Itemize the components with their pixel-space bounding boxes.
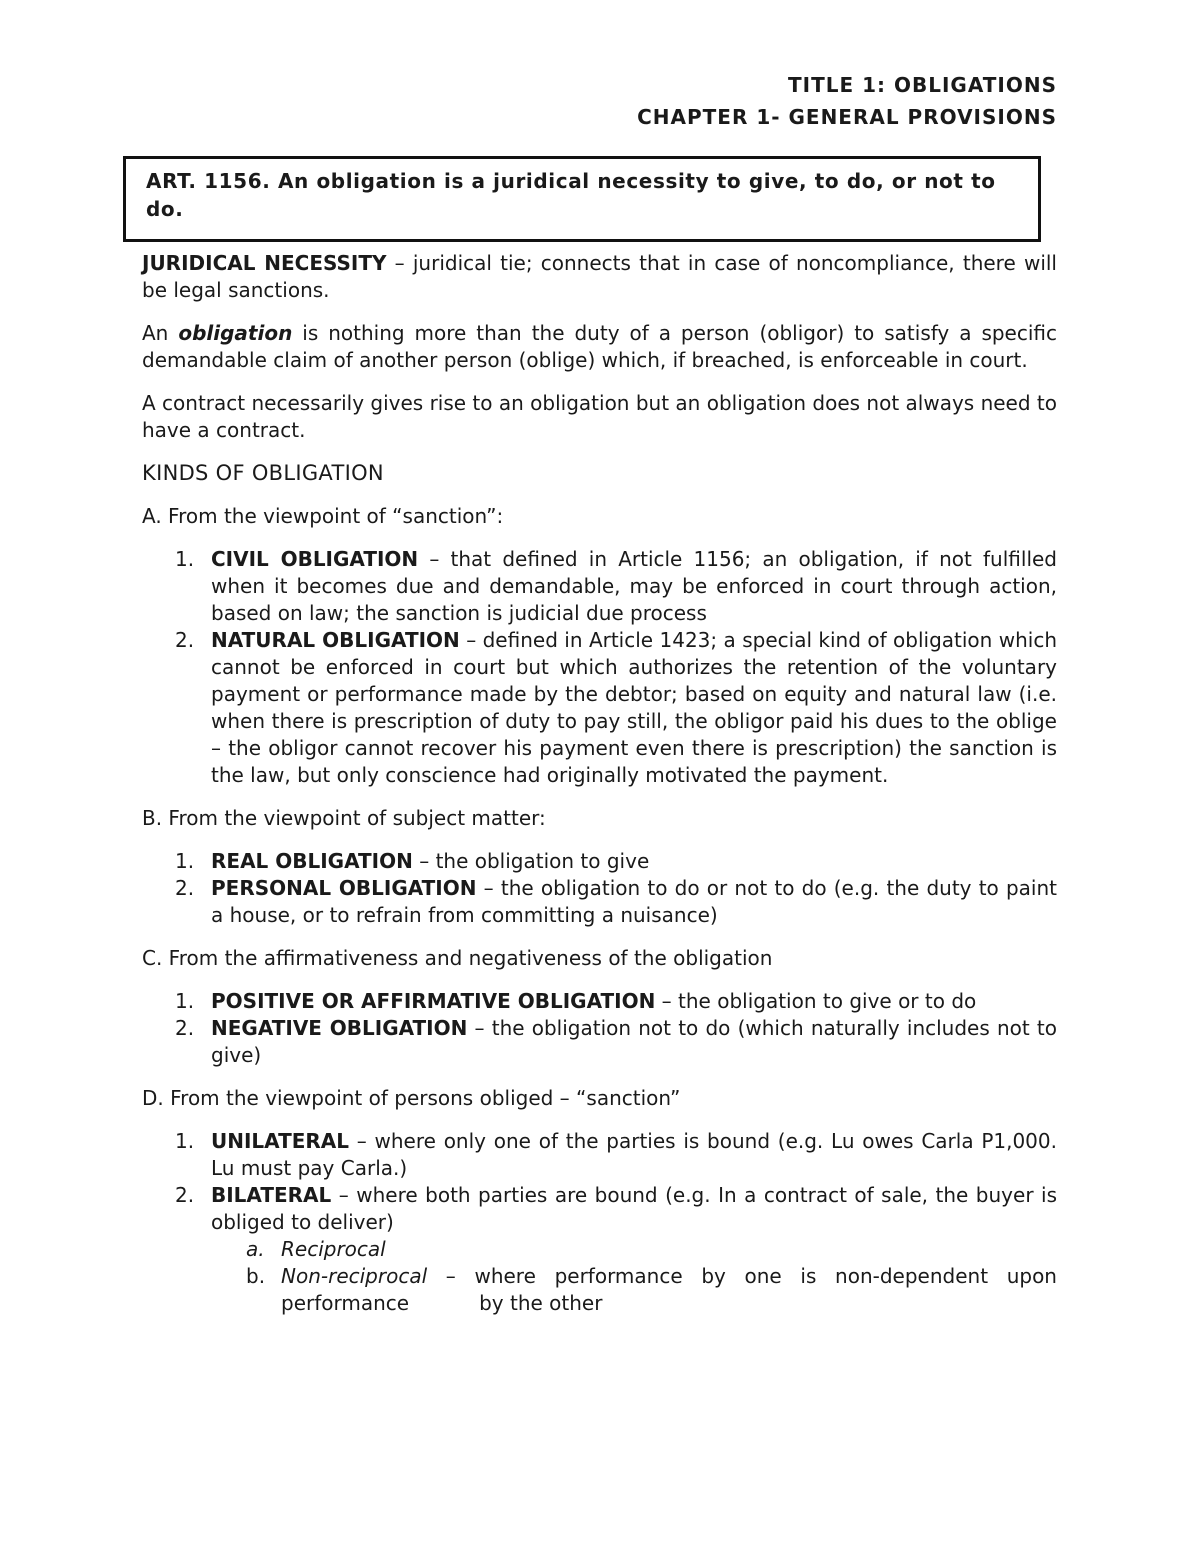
list-item	[142, 875, 1057, 929]
section-b-title: B. From the viewpoint of subject matter:	[142, 806, 546, 830]
item-number: 2.	[175, 628, 195, 652]
item-term: POSITIVE OR AFFIRMATIVE OBLIGATION	[211, 989, 656, 1013]
item-number: 2.	[175, 1183, 195, 1207]
obligation-post: is nothing more than the duty of a person (obligor) to satisfy a specific demandable claim of another person (oblige) which, if breached, is enforceable in court.	[142, 321, 1058, 372]
item-description: – the obligation to give or to do	[655, 989, 977, 1013]
item-term: BILATERAL	[211, 1183, 332, 1207]
item-description: – that defined in Article 1156; an obligation, if not fulfilled when it becomes due and demandable, may be enforced in court through action, based on law; the sanction is judicial due process	[211, 547, 1058, 625]
section-a-list	[142, 546, 1057, 789]
list-item	[142, 1128, 1057, 1182]
obligation-pre: An	[142, 321, 179, 345]
item-description: – the obligation to do or not to do (e.g. the duty to paint a house, or to refrain from committing a nuisance)	[211, 876, 1057, 927]
juridical-necessity-paragraph	[142, 250, 1057, 304]
item-number: 1.	[175, 849, 195, 873]
section-c-title: C. From the affirmativeness and negativeness of the obligation	[142, 946, 773, 970]
item-number: 1.	[175, 989, 195, 1013]
article-box	[123, 156, 1041, 242]
chapter-title: CHAPTER 1- GENERAL PROVISIONS	[637, 105, 1057, 129]
document-title: TITLE 1: OBLIGATIONS	[788, 73, 1057, 97]
item-description: – defined in Article 1423; a special kind of obligation which cannot be enforced in court but which authorizes the retention of the voluntary payment or performance made by the debtor; based on equity and natural law (i.e. when there is prescription of duty to pay still, the obligor paid his dues to the oblige – the obligor cannot recover his payment even there is prescription) the sanction is the law, but only conscience had originally motivated the payment.	[211, 628, 1058, 787]
section-a-title: A. From the viewpoint of “sanction”:	[142, 504, 504, 528]
item-term: PERSONAL OBLIGATION	[211, 876, 477, 900]
item-term: NEGATIVE OBLIGATION	[211, 1016, 468, 1040]
item-term: REAL OBLIGATION	[211, 849, 413, 873]
sub-list-item	[142, 1263, 1057, 1317]
sub-list-item	[142, 1236, 1057, 1263]
article-text: ART. 1156. An obligation is a juridical necessity to give, to do, or not to do.	[146, 169, 996, 221]
kinds-heading: KINDS OF OBLIGATION	[142, 461, 384, 485]
list-item	[142, 627, 1057, 789]
section-d-list	[142, 1128, 1057, 1317]
list-item	[142, 848, 1057, 875]
list-item	[142, 546, 1057, 627]
section-c-list	[142, 988, 1057, 1069]
juridical-term: JURIDICAL NECESSITY	[142, 251, 387, 275]
item-description: – the obligation to give	[412, 849, 650, 873]
sub-item-tail: by the other	[479, 1291, 603, 1315]
item-number: 2.	[175, 876, 195, 900]
sub-item-letter: b.	[246, 1264, 266, 1288]
sub-item-description: – where performance by one is non-dependent upon performance	[281, 1264, 1057, 1315]
item-number: 2.	[175, 1016, 195, 1040]
section-d-title: D. From the viewpoint of persons obliged – “sanction”	[142, 1086, 681, 1110]
obligation-term: obligation	[178, 321, 293, 345]
obligation-definition-paragraph	[142, 320, 1057, 374]
section-b-list	[142, 848, 1057, 929]
list-item	[142, 988, 1057, 1015]
item-description: – where only one of the parties is bound (e.g. Lu owes Carla P1,000. Lu must pay Carla.)	[211, 1129, 1057, 1180]
item-number: 1.	[175, 1129, 195, 1153]
item-description: – the obligation not to do (which naturally includes not to give)	[211, 1016, 1057, 1067]
sub-item-letter: a.	[246, 1237, 265, 1261]
item-term: NATURAL OBLIGATION	[211, 628, 460, 652]
sub-item-term: Non-reciprocal	[281, 1264, 428, 1288]
item-number: 1.	[175, 547, 195, 571]
item-description: – where both parties are bound (e.g. In a contract of sale, the buyer is obliged to deliver)	[211, 1183, 1057, 1234]
juridical-definition: – juridical tie; connects that in case of noncompliance, there will be legal sanctions.	[142, 251, 1057, 302]
bilateral-sub-list	[211, 1236, 1057, 1317]
list-item	[142, 1182, 1057, 1317]
item-term: UNILATERAL	[211, 1129, 350, 1153]
list-item	[142, 1015, 1057, 1069]
sub-item-term: Reciprocal	[281, 1237, 386, 1261]
body-content	[142, 250, 1057, 1333]
item-term: CIVIL OBLIGATION	[211, 547, 419, 571]
contract-note: A contract necessarily gives rise to an obligation but an obligation does not always need to have a contract.	[142, 391, 1057, 442]
